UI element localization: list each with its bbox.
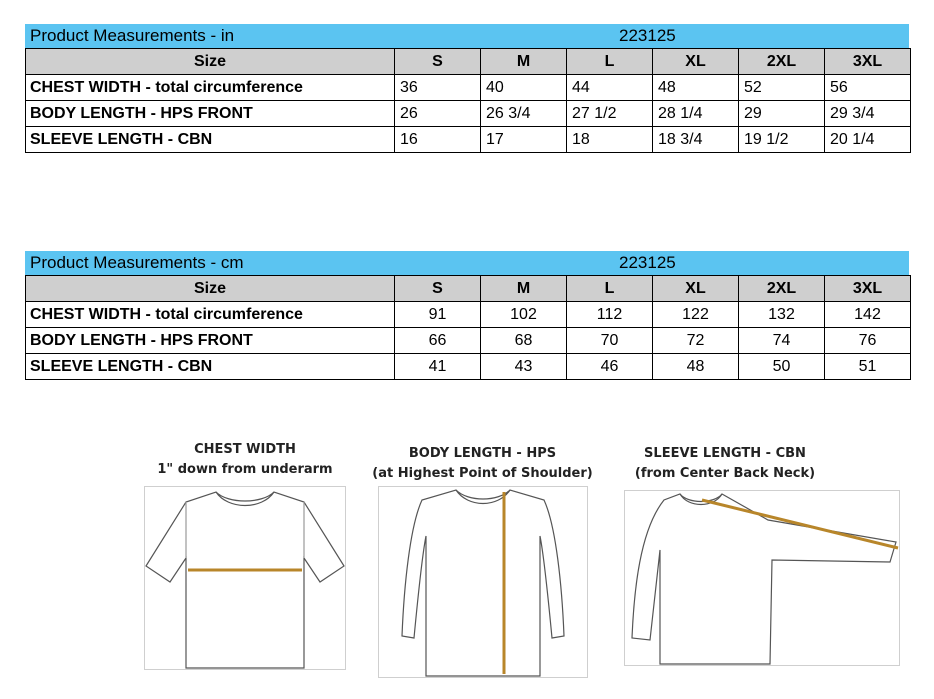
row-label: SLEEVE LENGTH - CBN bbox=[26, 127, 395, 153]
caption-line: 1" down from underarm bbox=[157, 462, 333, 477]
table-row bbox=[26, 302, 911, 328]
row-label: BODY LENGTH - HPS FRONT bbox=[26, 328, 395, 354]
cell-value: 29 bbox=[739, 101, 825, 127]
cell-value: 40 bbox=[481, 75, 567, 101]
cell-value: 41 bbox=[395, 354, 481, 380]
caption-line: SLEEVE LENGTH - CBN bbox=[644, 446, 806, 461]
cell-value: 26 3/4 bbox=[481, 101, 567, 127]
cell-value: 20 1/4 bbox=[825, 127, 911, 153]
cell-value: 70 bbox=[567, 328, 653, 354]
column-header: M bbox=[481, 49, 567, 75]
cell-value: 132 bbox=[739, 302, 825, 328]
cell-value: 68 bbox=[481, 328, 567, 354]
measurements-table-inches bbox=[25, 24, 909, 153]
column-header: L bbox=[567, 49, 653, 75]
table-row bbox=[26, 328, 911, 354]
cell-value: 27 1/2 bbox=[567, 101, 653, 127]
table-header-bar bbox=[25, 251, 909, 275]
cell-value: 26 bbox=[395, 101, 481, 127]
column-header: M bbox=[481, 276, 567, 302]
cell-value: 28 1/4 bbox=[653, 101, 739, 127]
longsleeve-side-outline bbox=[632, 494, 896, 664]
longsleeve-outline bbox=[402, 490, 564, 676]
body-diagram-caption bbox=[370, 444, 595, 484]
column-header: S bbox=[395, 276, 481, 302]
table-title: Product Measurements - cm bbox=[30, 253, 244, 272]
cell-value: 76 bbox=[825, 328, 911, 354]
column-header: 3XL bbox=[825, 276, 911, 302]
table-row bbox=[26, 127, 911, 153]
cell-value: 122 bbox=[653, 302, 739, 328]
cell-value: 142 bbox=[825, 302, 911, 328]
caption-line: CHEST WIDTH bbox=[194, 442, 296, 457]
table-row bbox=[26, 101, 911, 127]
cell-value: 102 bbox=[481, 302, 567, 328]
cell-value: 18 bbox=[567, 127, 653, 153]
column-header: XL bbox=[653, 49, 739, 75]
row-label: CHEST WIDTH - total circumference bbox=[26, 302, 395, 328]
cell-value: 46 bbox=[567, 354, 653, 380]
row-label: CHEST WIDTH - total circumference bbox=[26, 75, 395, 101]
cell-value: 52 bbox=[739, 75, 825, 101]
column-header: XL bbox=[653, 276, 739, 302]
column-header-row bbox=[26, 276, 911, 302]
cell-value: 16 bbox=[395, 127, 481, 153]
cell-value: 56 bbox=[825, 75, 911, 101]
cell-value: 51 bbox=[825, 354, 911, 380]
measurements-table-cm bbox=[25, 251, 909, 380]
cell-value: 50 bbox=[739, 354, 825, 380]
row-label: SLEEVE LENGTH - CBN bbox=[26, 354, 395, 380]
cell-value: 17 bbox=[481, 127, 567, 153]
caption-line: BODY LENGTH - HPS bbox=[408, 446, 557, 461]
cell-value: 91 bbox=[395, 302, 481, 328]
cell-value: 18 3/4 bbox=[653, 127, 739, 153]
cell-value: 72 bbox=[653, 328, 739, 354]
cell-value: 48 bbox=[653, 354, 739, 380]
column-header: S bbox=[395, 49, 481, 75]
table-title: Product Measurements - in bbox=[30, 26, 235, 45]
tshirt-chest-illustration bbox=[144, 486, 346, 670]
column-header: L bbox=[567, 276, 653, 302]
cell-value: 29 3/4 bbox=[825, 101, 911, 127]
caption-line: (at Highest Point of Shoulder) bbox=[372, 466, 593, 481]
table-header-bar bbox=[25, 24, 909, 48]
column-header-row bbox=[26, 49, 911, 75]
cell-value: 44 bbox=[567, 75, 653, 101]
row-label: BODY LENGTH - HPS FRONT bbox=[26, 101, 395, 127]
longsleeve-sleeve-illustration bbox=[624, 490, 900, 666]
caption-line: (from Center Back Neck) bbox=[634, 466, 816, 481]
column-header: Size bbox=[26, 49, 395, 75]
cell-value: 36 bbox=[395, 75, 481, 101]
cell-value: 112 bbox=[567, 302, 653, 328]
product-code: 223125 bbox=[619, 26, 676, 45]
sleeve-diagram-caption bbox=[620, 444, 830, 484]
size-grid bbox=[25, 275, 911, 380]
table-row bbox=[26, 354, 911, 380]
column-header: Size bbox=[26, 276, 395, 302]
cell-value: 48 bbox=[653, 75, 739, 101]
column-header: 2XL bbox=[739, 276, 825, 302]
column-header: 2XL bbox=[739, 49, 825, 75]
chest-diagram-caption bbox=[140, 440, 350, 480]
cell-value: 66 bbox=[395, 328, 481, 354]
tshirt-outline bbox=[146, 492, 344, 668]
cell-value: 19 1/2 bbox=[739, 127, 825, 153]
cell-value: 74 bbox=[739, 328, 825, 354]
table-row bbox=[26, 75, 911, 101]
size-grid bbox=[25, 48, 911, 153]
column-header: 3XL bbox=[825, 49, 911, 75]
product-code: 223125 bbox=[619, 253, 676, 272]
cell-value: 43 bbox=[481, 354, 567, 380]
longsleeve-body-illustration bbox=[378, 486, 588, 678]
